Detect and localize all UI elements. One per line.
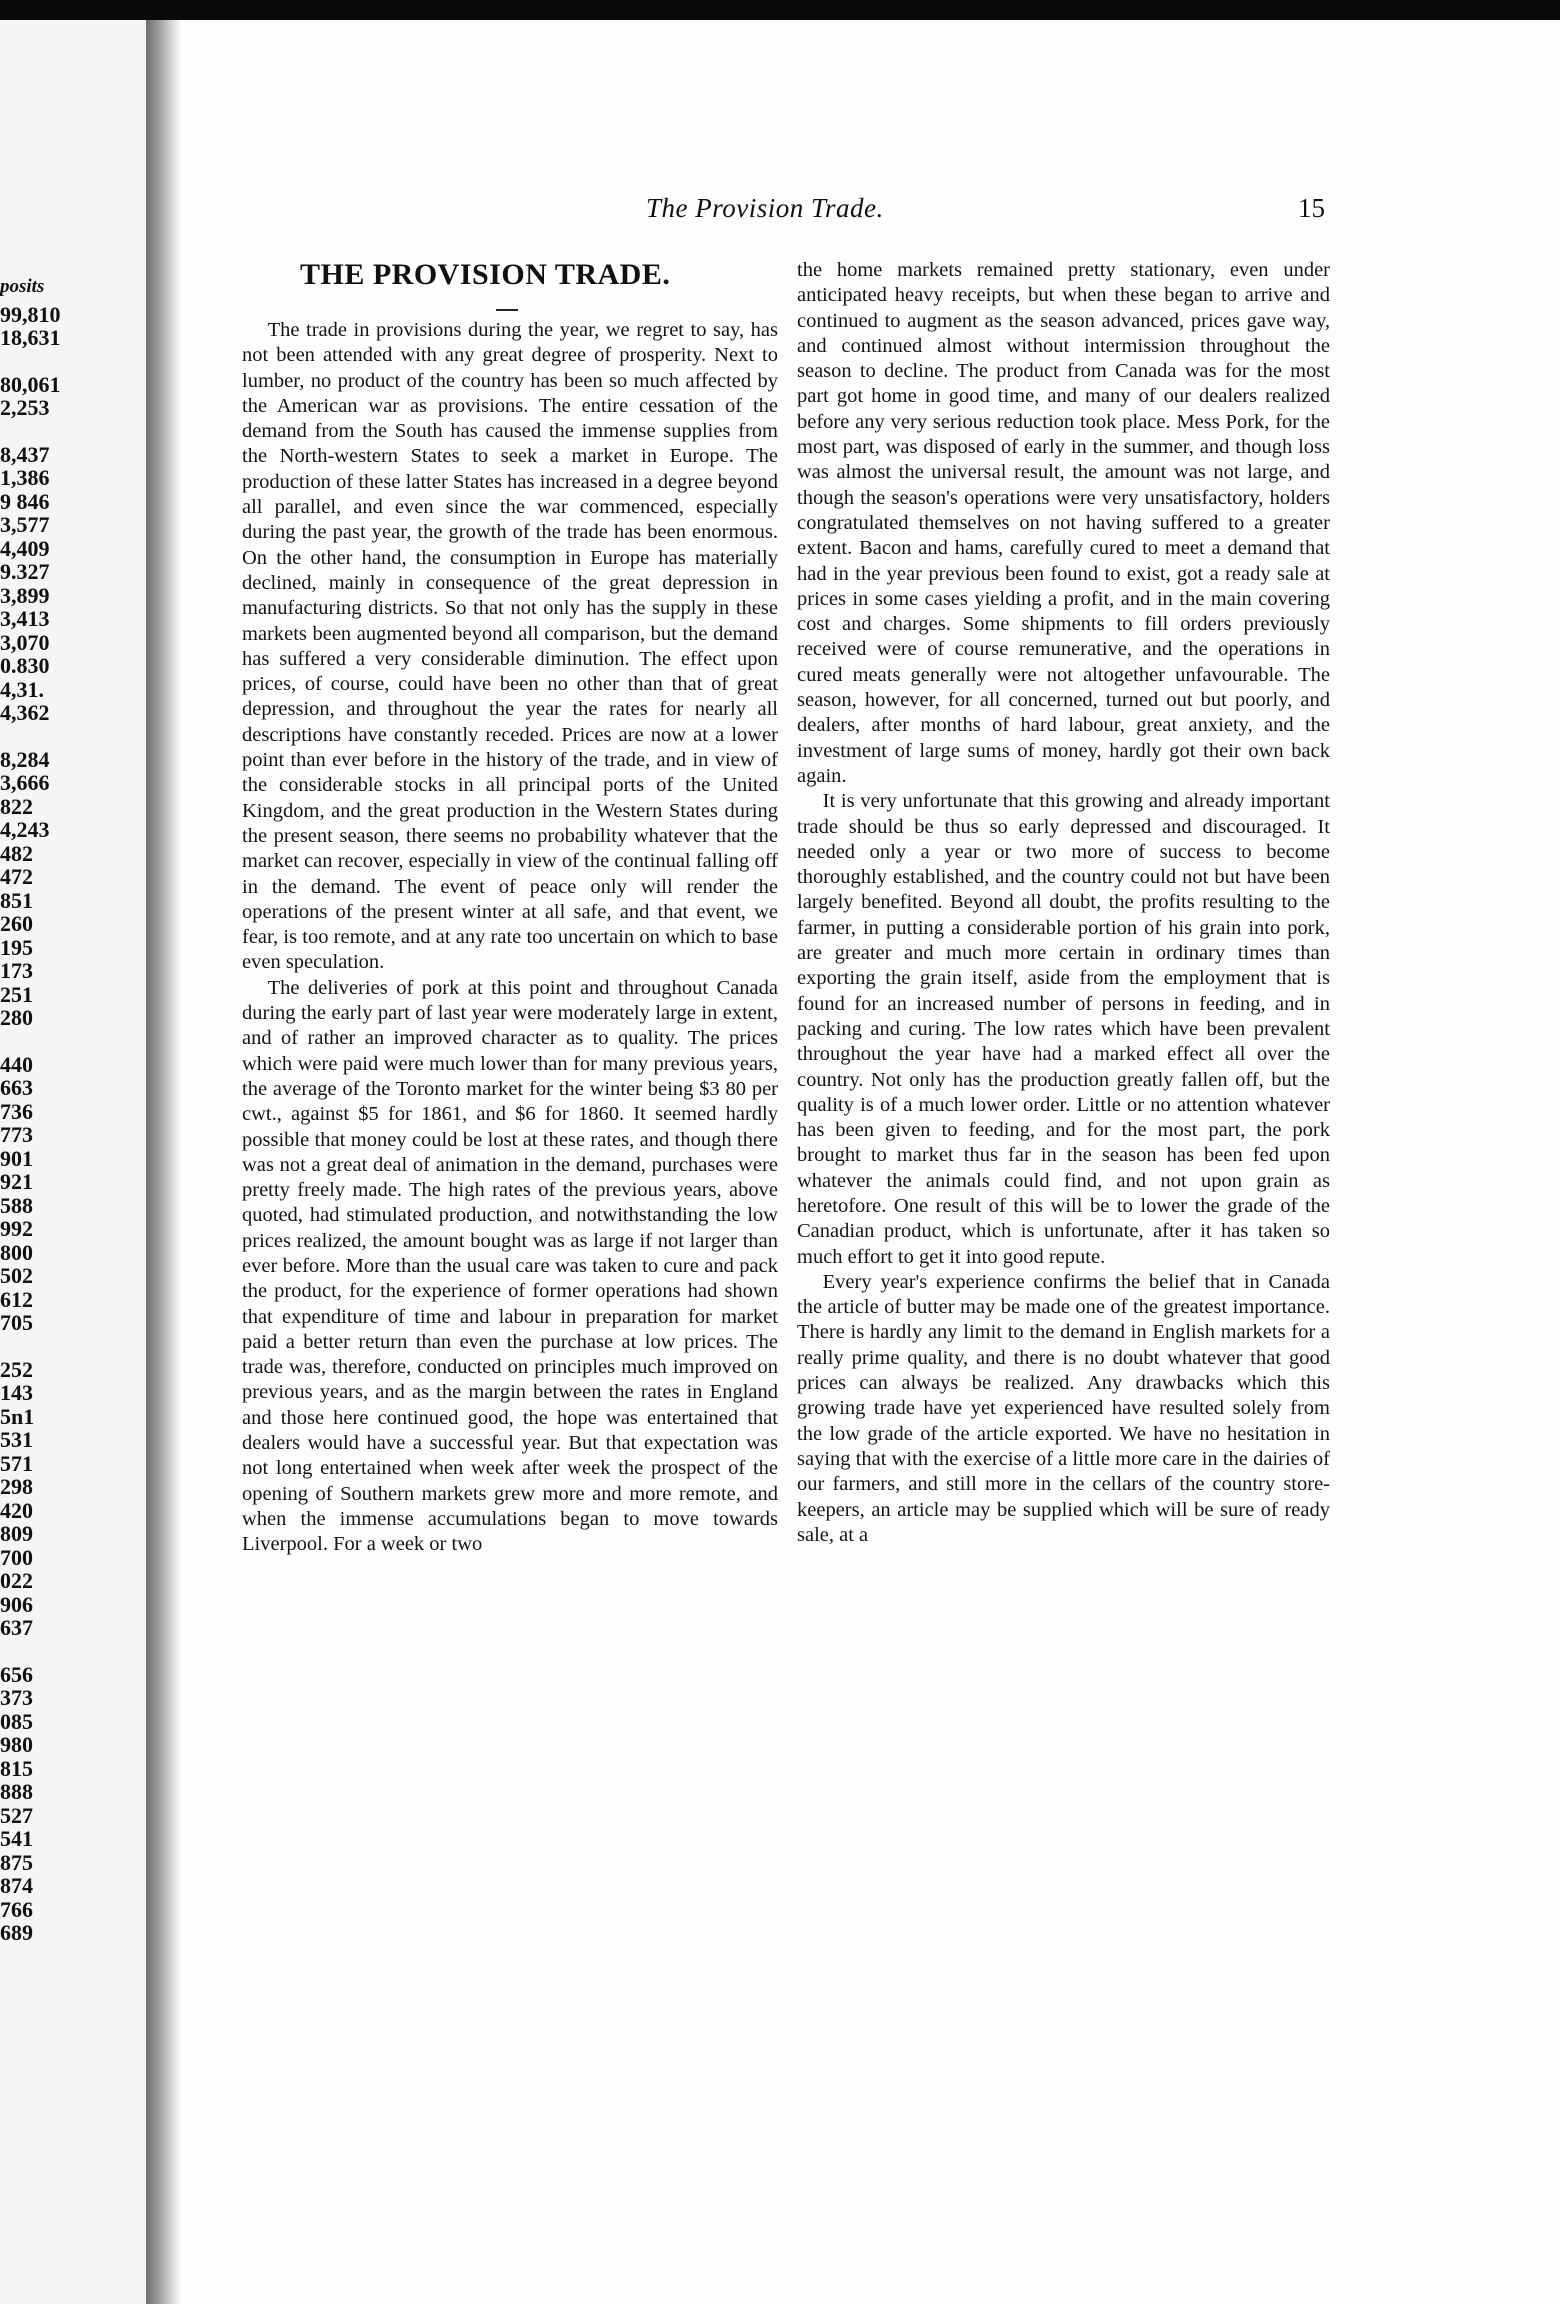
previous-page-value: 980 — [0, 1732, 33, 1757]
right-column — [797, 258, 1330, 1548]
previous-page-values — [0, 303, 70, 1945]
previous-page-value: 663 — [0, 1075, 33, 1100]
previous-page-value: 143 — [0, 1380, 33, 1405]
previous-page-value: 99,810 — [0, 301, 61, 327]
title-rule — [496, 309, 518, 311]
previous-page-value: 195 — [0, 934, 33, 960]
article-title: THE PROVISION TRADE. — [300, 258, 671, 291]
previous-page-column — [0, 275, 70, 1945]
previous-page-value: 8,284 — [0, 746, 50, 772]
previous-page-value: 822 — [0, 793, 33, 819]
previous-page-value: 0.830 — [0, 653, 50, 678]
previous-page-value: 800 — [0, 1239, 33, 1265]
previous-page-value: 766 — [0, 1896, 33, 1922]
previous-page-value: 022 — [0, 1568, 33, 1593]
paragraph: the home markets remained pretty stationary, even under anticipated heavy receipts, but when these began to arrive and continued to augment as the season advanced, prices gave way, and continued almost without intermission throughout the season to decline. The product from Canada was for the most part got home in good time, and many of our dealers realized before any very serious reduction took place. Mess Pork, for the most part, was disposed of early in the summer, and though loss was almost the universal result, the amount was not large, and though the season's operations were very unsatisfactory, holders congratulated themselves on not having suffered to a greater extent. Bacon and hams, carefully cured to meet a demand that had in the year previous been found to exist, got a ready sale at prices in some cases yielding a profit, and in the main covering cost and charges. Some shipments to fill orders previously received were of course remunerative, and the operations in cured meats generally were not altogether unfavourable. The season, however, for all concerned, turned out but poorly, and dealers, after months of hard labour, great anxiety, and the investment of large sums of money, hardly got their own back again. — [797, 259, 1330, 787]
previous-page-value: 888 — [0, 1779, 33, 1804]
previous-page-value: 874 — [0, 1873, 33, 1898]
previous-page-value: 420 — [0, 1497, 33, 1523]
previous-page-value: 085 — [0, 1708, 33, 1734]
previous-page-value: 571 — [0, 1450, 33, 1476]
previous-page-value: 656 — [0, 1661, 33, 1687]
previous-page-value: 3,899 — [0, 582, 50, 608]
previous-page-value: 4,409 — [0, 535, 50, 561]
previous-page-value: 4,362 — [0, 700, 50, 725]
previous-page-gap — [0, 350, 70, 373]
previous-page-value: 5n1 — [0, 1403, 35, 1429]
previous-page-value: 992 — [0, 1216, 33, 1241]
previous-page-value: 527 — [0, 1802, 33, 1828]
previous-page-strip — [0, 20, 150, 2304]
previous-page-value: 18,631 — [0, 325, 61, 350]
previous-page-value: 440 — [0, 1051, 33, 1077]
previous-page-value: 809 — [0, 1521, 33, 1546]
paragraph: The deliveries of pork at this point and throughout Canada during the early part of last year were moderately large in extent, and of rather an improved character as to quality. The prices which were paid were much lower than for many previous years, the average of the Toronto market for the winter being $3 80 per cwt., against $5 for 1861, and $6 for 1860. It seemed hardly possible that money could be lost at these rates, and though there was not a great deal of animation in the demand, purchases were pretty freely made. The high rates of the previous years, above quoted, had stimulated production, and notwithstanding the low prices realized, the amount bought was as large if not larger than ever before. More than the usual care was taken to cure and pack the product, for the experience of former operations had shown that expenditure of time and labour in preparation for market paid a better return than even the purchase at low prices. The trade was, therefore, conducted on principles much improved on previous years, and as the margin between the rates in England and those here continued good, the hope was entertained that dealers would have a successful year. But that expectation was not long entertained when week after week the prospect of the opening of Southern markets grew more and more remote, and when the immense accumulations began to move towards Liverpool. For a week or two — [242, 976, 778, 1556]
previous-page-value: 705 — [0, 1310, 33, 1335]
previous-page-gap — [0, 1335, 70, 1358]
previous-page-value: 612 — [0, 1286, 33, 1312]
previous-page-value: 531 — [0, 1427, 33, 1452]
left-column — [242, 318, 778, 1558]
scan-top-border — [0, 0, 1560, 20]
previous-page-value: 472 — [0, 864, 33, 889]
paragraph: It is very unfortunate that this growing and already important trade should be thus so early depressed and discouraged. It needed only a year or two more of success to become thoroughly established, and the country could not but have been largely benefited. Beyond all doubt, the profits resulting to the farmer, in putting a considerable portion of his grain into pork, are greater and much more certain in ordinary times than exporting the grain itself, aside from the employment that is found for an increased number of persons in feeding, and in packing and curing. The low rates which have been prevalent throughout the year have had a marked effect all over the country. Not only has the production greatly fallen off, but the quality is of a much lower order. Little or no attention whatever has been given to feeding, and for the most part, the pork brought to market thus far in the season has been fed upon whatever the animals could find, and not upon grain as heretofore. One result of this will be to lower the grade of the Canadian product, which is unfortunate, after it has taken so much effort to get it into good repute. — [797, 790, 1330, 1268]
previous-page-gap — [0, 420, 70, 443]
paragraph: Every year's experience confirms the belief that in Canada the article of butter may be made one of the greatest importance. There is hardly any limit to the demand in English markets for a really prime quality, and there is no doubt whatever that good prices can always be realized. Any drawbacks which this growing trade have yet experienced have resulted solely from the low grade of the article exported. We have no hesitation in saying that with the exercise of a little more care in the dairies of our farmers, and still more in the cellars of the country store-keepers, an article may be supplied which will be sure of ready sale, at a — [797, 1270, 1330, 1546]
previous-page-value: 4,31. — [0, 676, 44, 702]
previous-page-value: 689 — [0, 1920, 33, 1945]
previous-page-value: 3,577 — [0, 512, 50, 537]
previous-page-value: 901 — [0, 1145, 33, 1171]
previous-page-value: 502 — [0, 1263, 33, 1288]
previous-page-value: 700 — [0, 1544, 33, 1570]
previous-page-gap — [0, 725, 70, 748]
previous-page-value: 815 — [0, 1755, 33, 1781]
book-gutter-shadow — [146, 20, 180, 2304]
previous-page-value: 9 846 — [0, 488, 50, 514]
previous-page-value: 541 — [0, 1826, 33, 1851]
paragraph: The trade in provisions during the year, we regret to say, has not been attended with any great degree of prosperity. Next to lumber, no product of the country has been so much affected by the American war as provisions. The entire cessation of the demand from the South has caused the immense supplies from the North-western States to seek a market in Europe. The production of these latter States has increased in a degree beyond all parallel, and even since the war commenced, especially during the past year, the growth of the trade has been enormous. On the other hand, the consumption in Europe has materially declined, mainly in consequence of the great depression in manufacturing districts. So that not only has the supply in these markets been augmented beyond all comparison, but the demand has suffered a very considerable diminution. The effect upon prices, of course, could have been no other than that of great depression, and throughout the year the rates for nearly all descriptions have constantly receded. Prices are now at a lower point than ever before in the history of the trade, and in view of the considerable stocks in all principal ports of the United Kingdom, and the great production in the Western States during the present season, there seems no probability whatever that the market can recover, especially in view of the continual falling off in the demand. The event of peace only will render the operations of the present winter at all safe, and that event, we fear, is too remote, and at any rate too uncertain on which to base even speculation. — [242, 319, 778, 974]
previous-page-value: 921 — [0, 1169, 33, 1194]
previous-page-gap — [0, 1640, 70, 1663]
previous-page-value: 298 — [0, 1474, 33, 1499]
previous-page-value: 3,666 — [0, 770, 50, 795]
previous-page-value: 773 — [0, 1122, 33, 1147]
previous-page-value: 4,243 — [0, 817, 50, 842]
previous-page-gap — [0, 1030, 70, 1053]
previous-page-value: 3,413 — [0, 606, 50, 631]
previous-page-value: 482 — [0, 840, 33, 866]
previous-page-value: 1,386 — [0, 465, 50, 490]
previous-page-value: 260 — [0, 911, 33, 936]
previous-page-value: 9.327 — [0, 559, 50, 584]
previous-page-value: 3,070 — [0, 629, 50, 655]
previous-page-value: 2,253 — [0, 395, 50, 420]
previous-page-value: 875 — [0, 1849, 33, 1875]
previous-page-value: 173 — [0, 958, 33, 983]
previous-page-value: 252 — [0, 1356, 33, 1382]
previous-page-value: 851 — [0, 887, 33, 913]
previous-page-value: 373 — [0, 1685, 33, 1710]
running-head: The Provision Trade. — [646, 193, 884, 223]
previous-page-value: 251 — [0, 981, 33, 1007]
previous-page-value: 906 — [0, 1591, 33, 1617]
previous-page-value: 637 — [0, 1615, 33, 1640]
previous-page-value: 588 — [0, 1192, 33, 1218]
previous-page-value: 80,061 — [0, 371, 61, 397]
previous-page-heading: posits — [0, 276, 45, 297]
page-number: 15 — [1298, 193, 1325, 223]
previous-page-value: 736 — [0, 1098, 33, 1124]
previous-page-value: 8,437 — [0, 441, 50, 467]
previous-page-value: 280 — [0, 1005, 33, 1030]
